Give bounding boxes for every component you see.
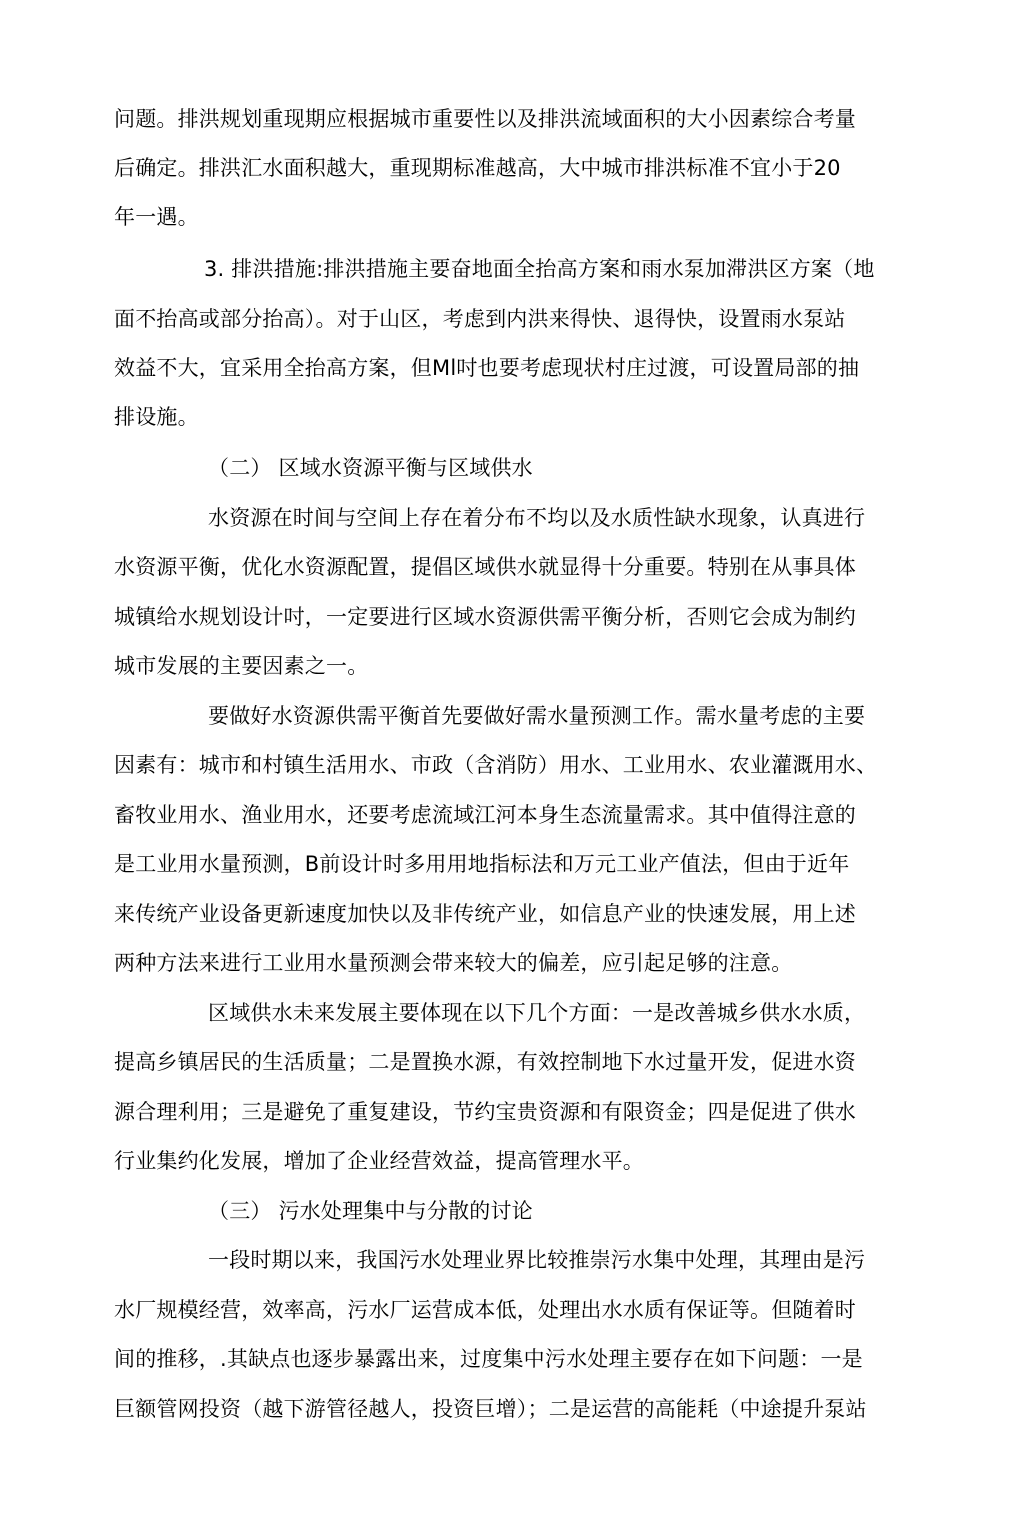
text-line: 效益不大，宜采用全抬高方案，但Ml吋也要考虑现状村庄过渡，可设置局部的抽 xyxy=(114,356,860,380)
text-line: 排设施。 xyxy=(114,405,199,429)
text-line: 来传统产业设备更新速度加快以及非传统产业，如信息产业的快速发展，用上述 xyxy=(114,902,856,926)
section-heading: （二） 区域水资源平衡与区域供水 xyxy=(208,456,533,480)
text-line: 水资源平衡，优化水资源配置，提倡区域供水就显得十分重要。特别在从事具体 xyxy=(114,555,856,579)
text-line: 一段时期以来，我国污水处理业界比较推崇污水集中处理，其理由是污 xyxy=(208,1248,866,1272)
text-line: 两种方法来进行工业用水量预测会带来较大的偏差，应引起足够的注意。 xyxy=(114,951,793,975)
text-line: 城市发展的主要因素之一。 xyxy=(114,654,369,678)
text-line: 区域供水未来发展主要体现在以下几个方面：一是改善城乡供水水质， xyxy=(208,1001,866,1025)
text-line: 水资源在时间与空间上存在着分布不均以及水质性缺水现象，认真进行 xyxy=(208,506,866,530)
text-line: 巨额管网投资（越下游管径越人，投资巨增）；二是运营的高能耗（中途提升泵站 xyxy=(114,1397,867,1421)
text-line: 城镇给水规划设计吋，一定要进行区域水资源供需平衡分析，否则它会成为制约 xyxy=(114,605,856,629)
text-line: 是工业用水量预测，B前设计时多用用地指标法和万元工业产值法，但由于近年 xyxy=(114,852,850,876)
text-line: 水厂规模经营，效率高，污水厂运营成本低，处理出水水质有保证等。但随着时 xyxy=(114,1298,856,1322)
text-line: 间的推移，.其缺点也逐步暴露出来，过度集中污水处理主要存在如下问题：一是 xyxy=(114,1347,863,1371)
text-line: 问题。排洪规划重现期应根据城市重要性以及排洪流域面积的大小因素综合考量 xyxy=(114,107,856,131)
text-line: 行业集约化发展，增加了企业经营效益，提高管理水平。 xyxy=(114,1149,644,1173)
text-line: 畜牧业用水、渔业用水，还要考虑流域江河本身生态流量需求。其中值得注意的 xyxy=(114,803,856,827)
text-line: 年一遇。 xyxy=(114,205,199,229)
text-line: 提高乡镇居民的生活质量；二是置换水源，有效控制地下水过量开发，促进水资 xyxy=(114,1050,856,1074)
text-line: 要做好水资源供需平衡首先要做好需水量预测工作。需水量考虑的主要 xyxy=(208,704,866,728)
text-line: 3. 排洪措施:排洪措施主要奋地面全抬高方案和雨水泵加滞洪区方案（地 xyxy=(204,257,875,281)
text-line: 后确定。排洪汇水面积越大，重现期标准越高，大中城市排洪标准不宜小于20 xyxy=(114,156,841,180)
text-line: 因素有：城市和村镇生活用水、市政（含消防）用水、工业用水、农业灌溉用水、 xyxy=(114,753,878,777)
text-line: 源合理利用；三是避免了重复建设，节约宝贵资源和有限资金；四是促进了供水 xyxy=(114,1100,856,1124)
section-heading: （三） 污水处理集中与分散的讨论 xyxy=(208,1199,533,1223)
text-line: 面不抬高或部分抬高）。对于山区，考虑到内洪来得快、退得快，设置雨水泵站 xyxy=(114,307,846,331)
